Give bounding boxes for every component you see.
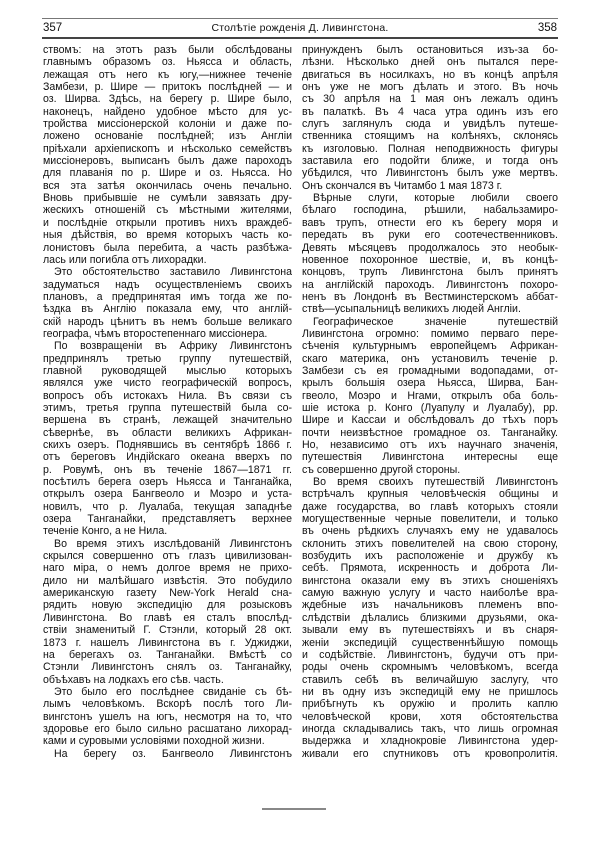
text-line: къ изголовью. Полная неподвижность фигуры: [302, 142, 558, 155]
text-line: Девять мѣсяцевъ продолжалось это необык-: [302, 241, 558, 254]
text-line: американскую газету New-York Herald сна-: [43, 587, 292, 600]
text-line: вершена въ странѣ, лежащей значительно: [43, 414, 292, 427]
text-line: главнымъ образомъ оз. Ньясса и область,: [43, 56, 292, 69]
text-line: заставила его подойти ближе, и тогда онъ: [302, 155, 558, 168]
text-line: и содѣйствіе. Ливингстонъ, будучи отъ при-: [302, 648, 558, 661]
text-line: Ливингстона огромно: помимо перваго пере-: [302, 327, 558, 340]
text-line: лѣзни. Нѣсколько дней онъ пытался пере-: [302, 56, 558, 69]
text-line: для плаванія по р. Шире и оз. Ньясса. Но: [43, 167, 292, 180]
left-text-column: [43, 44, 292, 760]
text-line: Вѣрные слуги, которые любили своего: [313, 192, 558, 205]
text-line: Стэнли Ливингстонъ снялъ оз. Танганайку,: [43, 661, 292, 674]
text-line: бѣлаго господина, рѣшили, набальзамиро-: [302, 204, 558, 217]
text-line: принужденъ былъ остановиться изъ-за бо-: [302, 44, 558, 56]
text-line: слугъ заглянулъ сюда и увидѣлъ путеше-: [302, 118, 558, 131]
page-number-left: 357: [43, 22, 63, 34]
text-line: ками и суровыми условіями походной жизни.: [43, 735, 265, 748]
text-line: плановъ, а предпринятая имъ тогда же по-: [43, 290, 292, 303]
text-line: въ палаткѣ. Въ 4 часа утра одинъ изъ его: [302, 105, 558, 118]
text-line: скрылся совершенно отъ глазъ цивилизован-: [43, 550, 292, 563]
text-line: ственника стоящимъ на колѣняхъ, склонясь: [302, 130, 558, 143]
text-line: на берегахъ оз. Танганайки. Вмѣстѣ со: [43, 648, 292, 661]
text-line: съ совершенно другой стороны.: [302, 463, 461, 476]
text-line: Во время этихъ изслѣдованій Ливингстонъ: [54, 537, 292, 550]
text-line: На берегу оз. Бангвеоло Ливингстонъ: [54, 747, 292, 760]
text-line: ненъ въ Лондонѣ въ Вестминстерскомъ аббат-: [302, 290, 558, 303]
text-line: себѣ. Прямота, искренность и доброта Ли-: [302, 562, 558, 575]
text-line: почти неизвѣстное громадное оз. Танганайку.: [302, 426, 558, 439]
text-line: вавъ трупъ, отнести его къ берегу моря и: [302, 216, 558, 229]
text-line: лонистовъ была перебита, а часть разбѣжа-: [43, 241, 292, 254]
text-line: прибѣгнуть къ оружію и пролить каплю: [302, 698, 558, 711]
text-line: ствіи знаменитый Г. Стэнли, который 28 окт.: [43, 624, 292, 637]
text-line: путешествія Ливингстона интересны еще: [302, 451, 558, 464]
text-line: сѣченія культурнымъ европейцемъ Африкан-: [302, 340, 558, 353]
text-line: ставилъ себѣ въ величайшую заслугу, что: [302, 673, 558, 686]
text-line: наго міра, о немъ долгое время не прихо-: [43, 562, 292, 575]
text-line: теченіе Конго, а не Нила.: [43, 525, 168, 538]
text-line: Шире и Кассаи и обслѣдовалъ до тѣхъ поръ: [302, 414, 558, 427]
page-number-right: 358: [537, 22, 557, 34]
text-line: новенное похоронное шествіе, и, въ концѣ-: [302, 253, 558, 266]
text-line: ждебные изъ начальниковъ племенъ впо-: [302, 599, 558, 612]
text-line: скій народъ цѣнитъ въ немъ больше великаго: [43, 315, 292, 328]
text-line: главной руководящей мыслью которыхъ: [43, 364, 292, 377]
text-line: скаго материка, онъ установилъ теченіе р.: [302, 352, 558, 365]
text-line: вся эта затѣя окончилась очень печально.: [43, 179, 292, 192]
text-line: новилъ, что р. Луалаба, текущая западнѣе: [43, 500, 292, 513]
text-line: вингстонъ ушелъ на югъ, несмотря на то, что: [43, 710, 292, 723]
text-line: концовъ, трупъ Ливингстона былъ принятъ: [302, 266, 558, 279]
text-line: Географическое значеніе путешествій: [313, 315, 558, 328]
text-line: могущественные черные повелители, и только: [302, 513, 558, 526]
running-header: [43, 21, 557, 35]
text-line: По возвращеніи въ Африку Ливингстонъ: [54, 340, 292, 353]
text-line: Замбези, р. Шире — притокъ послѣдней — и: [43, 81, 292, 94]
text-line: лась или погибла отъ лихорадки.: [43, 253, 207, 266]
text-line: самую важную услугу и часто наиболѣе вра-: [302, 587, 558, 600]
text-line: наконецъ, найдено удобное мѣсто для ус-: [43, 105, 292, 118]
text-line: географа, чѣмъ второстепеннаго миссіонера.: [43, 327, 268, 340]
text-line: роды очень скромнымъ человѣкомъ, всегда: [302, 661, 558, 674]
text-line: вопросъ объ истокахъ Нила. Въ связи съ: [43, 389, 292, 402]
text-line: ложено основаніе послѣдней; изъ Англіи: [43, 130, 292, 143]
text-line: крылъ большія озера Ньясса, Ширва, Бан-: [302, 377, 558, 390]
header-bottom-rule: [42, 37, 558, 39]
text-line: человѣческой крови, хотя обстоятельства: [302, 710, 558, 723]
text-line: ныя дѣйствія, во время которыхъ часть ко-: [43, 229, 292, 242]
text-line: миссіонеровъ, выписанъ былъ даже пароходъ: [43, 155, 292, 168]
text-line: съ 30 апрѣля на 1 мая онъ лежалъ одинъ: [302, 93, 558, 106]
end-rule: [262, 808, 326, 810]
text-line: зывали ему въ путешествіяхъ и въ снаря-: [302, 624, 558, 637]
text-line: двигаться въ носилкахъ, но въ концѣ апрѣля: [302, 68, 558, 81]
text-line: на англійскій пароходъ. Ливингстонъ похоро-: [302, 278, 558, 291]
text-line: ѣздка въ Англію показала ему, что англій-: [43, 303, 292, 316]
text-line: задуматься надъ осуществленіемъ своихъ: [43, 278, 292, 291]
text-line: Ливингстона. Во главѣ ея сталъ впослѣд-: [43, 611, 292, 624]
text-line: даже государства, во главѣ которыхъ стояли: [302, 500, 558, 513]
text-line: выдержка и хладнокровіе Ливингстона удер-: [302, 735, 558, 748]
text-line: ствомъ: на этотъ разъ были обслѣдованы: [43, 44, 292, 56]
text-line: оз. Ширва. Здѣсь, на берегу р. Шире было,: [43, 93, 292, 106]
text-line: скихъ озеръ. Поднявшись въ сентябрѣ 1866 г.: [43, 439, 292, 451]
text-line: въ очень рѣдкихъ случаяхъ ему не удавалось: [302, 525, 558, 538]
text-line: слѣдствіи дѣлались близкими друзьями, ока-: [302, 611, 558, 624]
text-line: открылъ озера Бангвеоло и Моэро и уста-: [43, 488, 292, 501]
text-line: передать въ руки его соотечественниковъ.: [302, 229, 558, 242]
text-line: ни въ одну изъ экспедицій ему не пришлось: [302, 685, 558, 698]
text-line: отъ береговъ Индійскаго океана вверхъ по: [43, 451, 292, 464]
text-line: убѣдился, что Ливингстонъ былъ уже мертвъ.: [302, 167, 558, 180]
text-line: Это обстоятельство заставило Ливингстона: [54, 266, 292, 279]
text-line: шіе истока р. Конго (Луапулу и Луалабу), рр.: [302, 401, 558, 414]
header-top-rule: [42, 18, 558, 19]
text-line: рядить новую экспедицію для розысковъ: [43, 599, 292, 612]
text-line: гвеоло, Моэро и Нгами, открылъ оба боль-: [302, 389, 558, 402]
text-line: предпринялъ третью группу путешествій,: [43, 352, 292, 365]
text-line: лымъ человѣкомъ. Вскорѣ послѣ того Ли-: [43, 698, 292, 711]
text-line: Во время своихъ путешествій Ливингстонъ: [313, 476, 558, 489]
text-line: Вновь прибывшіе не сумѣли завязать дру-: [43, 192, 292, 205]
text-line: здоровье его было сильно расшатано лихорад-: [43, 722, 292, 735]
text-line: сѣвернѣе, въ области великихъ Африкан-: [43, 426, 292, 439]
right-text-column: [302, 44, 558, 760]
running-title: Столѣтіе рожденія Д. Ливингстона.: [211, 22, 389, 34]
text-line: 1873 г. нашелъ Ливингстона въ г. Уджиджи,: [43, 636, 292, 649]
text-line: ствѣ—усыпальницѣ великихъ людей Англіи.: [302, 303, 521, 316]
text-line: объѣхавъ на лодкахъ его сѣв. часть.: [43, 673, 224, 686]
text-line: Но, независимо отъ ихъ научнаго значенія,: [302, 439, 558, 451]
text-line: встрѣчалъ крупныя человѣческія общины и: [302, 488, 558, 501]
text-line: возбудить ихъ расположеніе и дружбу къ: [302, 550, 558, 563]
text-line: вингстона оказали ему въ этихъ сношеніяхъ: [302, 574, 558, 587]
text-line: озера Танганайки, представляетъ верхнее: [43, 513, 292, 526]
text-line: р. Ровумѣ, онъ въ теченіе 1867—1871 гг.: [43, 463, 292, 476]
text-line: живали его спутниковъ отъ кровопролитія.: [302, 747, 558, 760]
text-line: иногда складывались такъ, что лишь огромная: [302, 722, 558, 735]
text-line: Онъ скончался въ Читамбо 1 мая 1873 г.: [302, 179, 503, 192]
text-line: Это было его послѣднее свиданіе съ бѣ-: [54, 685, 292, 698]
text-line: посѣтилъ берега озеръ Ньясса и Танганайка,: [43, 476, 292, 489]
text-line: пріѣхали архіепископъ и нѣсколько семействъ: [43, 142, 292, 155]
text-line: лежащая отъ него къ югу,—нижнее теченіе: [43, 68, 292, 81]
text-line: склонить этихъ повелителей на свою сторону,: [302, 537, 558, 550]
text-line: онъ уже не могъ дѣлать и этого. Въ ночь: [302, 81, 558, 94]
text-line: женіи экспедицій существеннѣйшую помощь: [302, 636, 558, 649]
text-line: дило ни малѣйшаго извѣстія. Это побудило: [43, 574, 292, 587]
text-line: Замбези съ ея громадными водопадами, от-: [302, 364, 558, 377]
text-line: являлся уже чисто географическій вопросъ,: [43, 377, 292, 390]
text-line: и послѣдніе открыли противъ нихъ враждеб-: [43, 216, 292, 229]
text-line: тройства миссіонерской колоніи и даже по-: [43, 118, 292, 131]
text-line: жескихъ отношеній съ мѣстными жителями,: [43, 204, 292, 217]
text-line: этимъ, третья группа путешествій была со-: [43, 401, 292, 414]
